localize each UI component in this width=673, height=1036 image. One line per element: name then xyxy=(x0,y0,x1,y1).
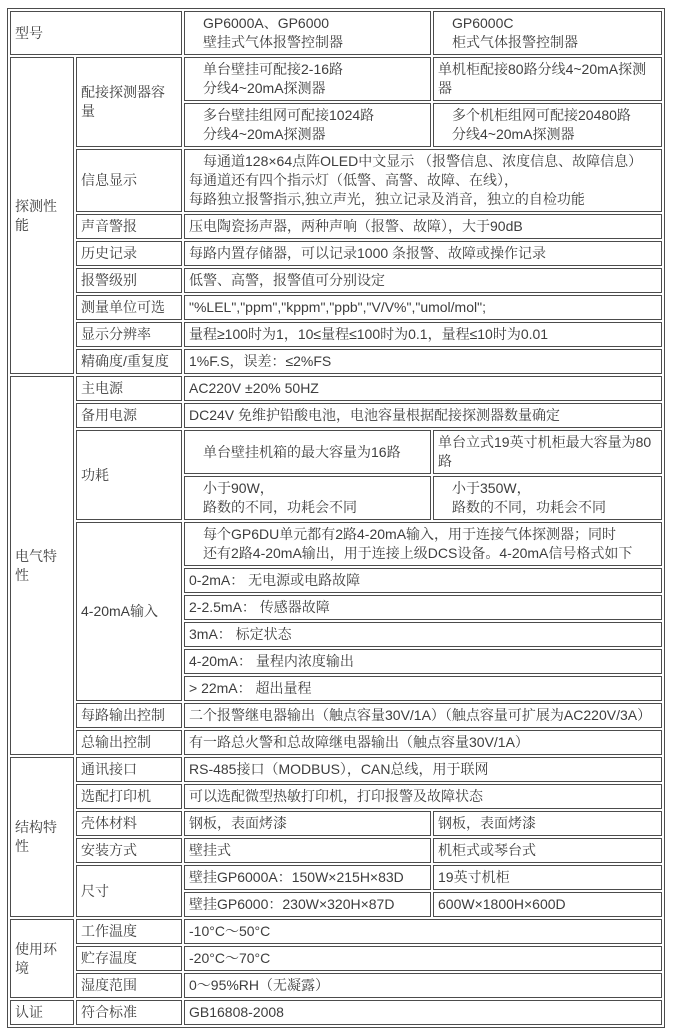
row-history xyxy=(10,241,662,266)
value-420ma-signal-2: 3mA： 标定状态 xyxy=(184,622,662,647)
label-model: 型号 xyxy=(10,11,182,55)
label-dimensions: 尺寸 xyxy=(76,865,182,917)
value-420ma-intro: 每个GP6DU单元都有2路4-20mA输入，用于连接气体探测器；同时 还有2路4-20mA输出，用于连接上级DCS设备。4-20mA信号格式如下 xyxy=(184,522,662,566)
value-capacity-single-cabinet: 单机柜配接80路分线4~20mA探测器 xyxy=(433,57,662,101)
value-alarm-levels: 低警、高警，报警值可分别设定 xyxy=(184,268,662,293)
row-info-display xyxy=(10,149,662,212)
value-printer: 可以选配微型热敏打印机，打印报警及故障状态 xyxy=(184,784,662,809)
label-main-power: 主电源 xyxy=(76,376,182,401)
label-humidity: 湿度范围 xyxy=(76,973,182,998)
value-audible-alarm: 压电陶瓷扬声器，两种声响（报警、故障），大于90dB xyxy=(184,214,662,239)
label-standard: 符合标准 xyxy=(76,1000,182,1025)
value-capacity-network-wall: 多台壁挂组网可配接1024路 分线4~20mA探测器 xyxy=(184,103,431,147)
section-label-detection-performance: 探测性能 xyxy=(10,57,74,374)
value-power-cabinet-watt: 小于350W， 路数的不同，功耗会不同 xyxy=(433,476,662,520)
row-printer xyxy=(10,784,662,809)
value-420ma-signal-0: 0-2mA： 无电源或电路故障 xyxy=(184,568,662,593)
value-backup-power: DC24V 免维护铅酸电池，电池容量根据配接探测器数量确定 xyxy=(184,403,662,428)
value-420ma-signal-1: 2-2.5mA： 传感器故障 xyxy=(184,595,662,620)
value-capacity-network-cabinet: 多个机柜组网可配接20480路 分线4~20mA探测器 xyxy=(433,103,662,147)
value-comm-interface: RS-485接口（MODBUS），CAN总线，用于联网 xyxy=(184,757,662,782)
row-alarm-levels xyxy=(10,268,662,293)
value-storage-temp: -20°C～70°C xyxy=(184,946,662,971)
value-material-cabinet: 钢板，表面烤漆 xyxy=(433,811,662,836)
row-total-output xyxy=(10,730,662,755)
row-dimensions-a xyxy=(10,865,662,890)
value-work-temp: -10°C～50°C xyxy=(184,919,662,944)
label-work-temp: 工作温度 xyxy=(76,919,182,944)
label-backup-power: 备用电源 xyxy=(76,403,182,428)
row-accuracy xyxy=(10,349,662,374)
row-work-temp xyxy=(10,919,662,944)
value-dimensions-wall-a: 壁挂GP6000A：150W×215H×83D xyxy=(184,865,431,890)
label-mounting: 安装方式 xyxy=(76,838,182,863)
label-per-channel-output: 每路输出控制 xyxy=(76,703,182,728)
value-info-display: 每通道128×64点阵OLED中文显示 （报警信息、浓度信息、故障信息） 每通道还有四个指示灯（低警、高警、故障、在线）， 每路独立报警指示,独立声光，独立记录及消音，独立的自检功能 xyxy=(184,149,662,212)
value-units: "%LEL","ppm","kppm","ppb","V/V%","umol/mol"; xyxy=(184,295,662,320)
value-dimensions-cabinet-a: 19英寸机柜 xyxy=(433,865,662,890)
value-power-cabinet-capacity: 单台立式19英寸机柜最大容量为80路 xyxy=(433,430,662,474)
row-capacity-single xyxy=(10,57,662,101)
row-storage-temp xyxy=(10,946,662,971)
value-standard: GB16808-2008 xyxy=(184,1000,662,1025)
value-main-power: AC220V ±20% 50HZ xyxy=(184,376,662,401)
value-capacity-single-wall: 单台壁挂可配接2-16路 分线4~20mA探测器 xyxy=(184,57,431,101)
section-label-environment: 使用环境 xyxy=(10,919,74,998)
label-total-output: 总输出控制 xyxy=(76,730,182,755)
value-model-wall: GP6000A、GP6000 壁挂式气体报警控制器 xyxy=(184,11,431,55)
row-backup-power xyxy=(10,403,662,428)
value-power-wall-watt: 小于90W， 路数的不同，功耗会不同 xyxy=(184,476,431,520)
spec-table xyxy=(7,8,665,1028)
value-power-wall-capacity: 单台壁挂机箱的最大容量为16路 xyxy=(184,430,431,474)
label-material: 壳体材料 xyxy=(76,811,182,836)
row-certification xyxy=(10,1000,662,1025)
section-label-certification: 认证 xyxy=(10,1000,74,1025)
label-info-display: 信息显示 xyxy=(76,149,182,212)
row-units xyxy=(10,295,662,320)
row-per-output xyxy=(10,703,662,728)
label-power-consumption: 功耗 xyxy=(76,430,182,520)
row-resolution xyxy=(10,322,662,347)
value-total-output: 有一路总火警和总故障继电器输出（触点容量30V/1A） xyxy=(184,730,662,755)
label-history: 历史记录 xyxy=(76,241,182,266)
value-420ma-signal-3: 4-20mA： 量程内浓度输出 xyxy=(184,649,662,674)
row-model xyxy=(10,11,662,55)
label-storage-temp: 贮存温度 xyxy=(76,946,182,971)
value-material-wall: 钢板，表面烤漆 xyxy=(184,811,431,836)
label-detector-capacity: 配接探测器容量 xyxy=(76,57,182,147)
row-material xyxy=(10,811,662,836)
value-model-cabinet: GP6000C 柜式气体报警控制器 xyxy=(433,11,662,55)
row-audible-alarm xyxy=(10,214,662,239)
value-mounting-cabinet: 机柜式或琴台式 xyxy=(433,838,662,863)
value-dimensions-cabinet-b: 600W×1800H×600D xyxy=(433,892,662,917)
value-per-channel-output: 二个报警继电器输出（触点容量30V/1A）（触点容量可扩展为AC220V/3A） xyxy=(184,703,662,728)
row-comm xyxy=(10,757,662,782)
row-420-intro xyxy=(10,522,662,566)
label-alarm-levels: 报警级别 xyxy=(76,268,182,293)
value-mounting-wall: 壁挂式 xyxy=(184,838,431,863)
value-resolution: 量程≥100时为1，10≤量程≤100时为0.1，量程≤10时为0.01 xyxy=(184,322,662,347)
label-printer: 选配打印机 xyxy=(76,784,182,809)
label-accuracy: 精确度/重复度 xyxy=(76,349,182,374)
value-420ma-signal-4: > 22mA： 超出量程 xyxy=(184,676,662,701)
value-accuracy: 1%F.S，误差：≤2%FS xyxy=(184,349,662,374)
row-mounting xyxy=(10,838,662,863)
value-history: 每路内置存储器，可以记录1000 条报警、故障或操作记录 xyxy=(184,241,662,266)
row-humidity xyxy=(10,973,662,998)
row-power-capacity xyxy=(10,430,662,474)
label-units: 测量单位可选 xyxy=(76,295,182,320)
label-resolution: 显示分辨率 xyxy=(76,322,182,347)
section-label-electrical: 电气特性 xyxy=(10,376,74,755)
value-humidity: 0～95%RH（无凝露） xyxy=(184,973,662,998)
label-audible-alarm: 声音警报 xyxy=(76,214,182,239)
row-main-power xyxy=(10,376,662,401)
label-420ma-input: 4-20mA输入 xyxy=(76,522,182,701)
section-label-structural: 结构特性 xyxy=(10,757,74,917)
label-comm-interface: 通讯接口 xyxy=(76,757,182,782)
value-dimensions-wall-b: 壁挂GP6000：230W×320H×87D xyxy=(184,892,431,917)
